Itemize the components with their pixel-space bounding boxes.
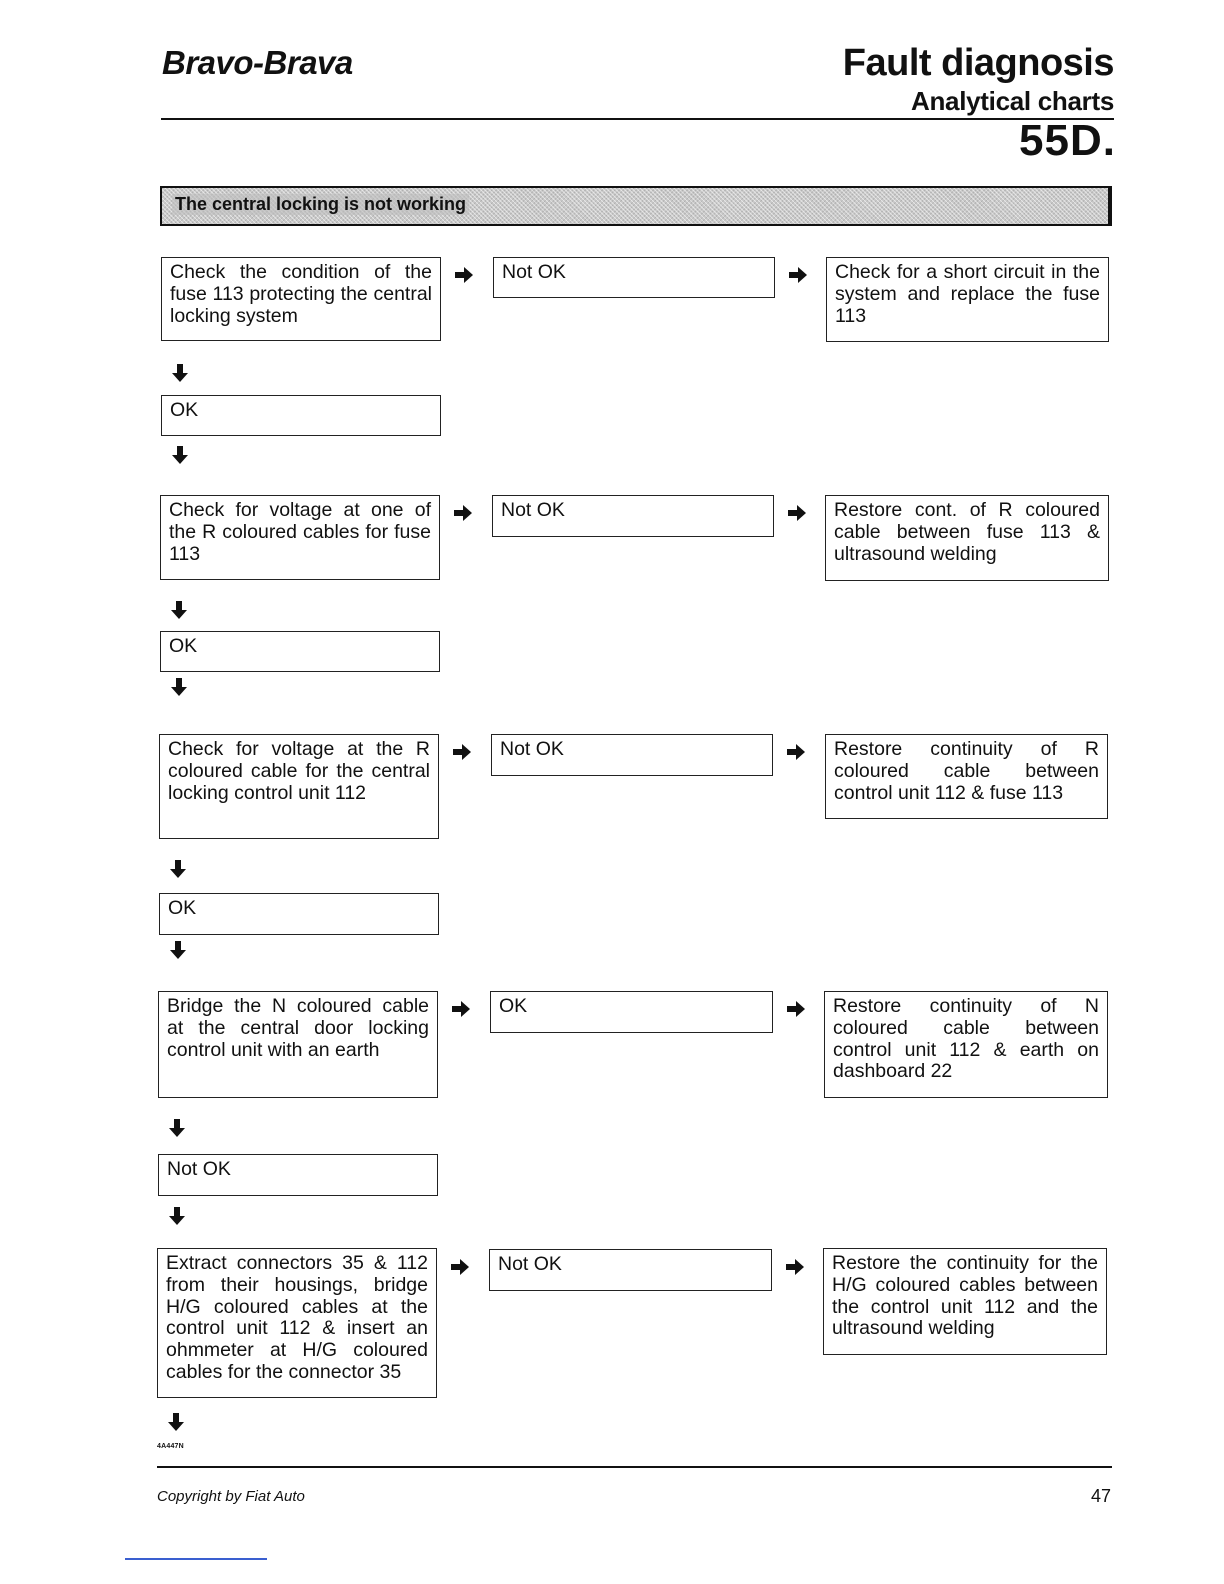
arrow-right-icon (453, 264, 475, 286)
arrow-down-icon (168, 676, 190, 698)
result-box-3: Not OK (491, 734, 773, 776)
action-box-1: Check for a short circuit in the system and replace the fuse 113 (826, 257, 1109, 342)
result-box-5: Not OK (489, 1249, 772, 1291)
copyright: Copyright by Fiat Auto (157, 1488, 305, 1505)
arrow-right-icon (785, 998, 807, 1020)
result-box-4: OK (490, 991, 773, 1033)
arrow-down-icon (169, 444, 191, 466)
arrow-right-icon (785, 741, 807, 763)
arrow-right-icon (449, 1256, 471, 1278)
check-box-1: Check the condition of the fuse 113 protecting the central locking system (161, 257, 441, 341)
page-number: 47 (1090, 1486, 1111, 1506)
arrow-down-icon (167, 858, 189, 880)
page-title: Fault diagnosis (842, 42, 1114, 84)
section-code: 55D. (1019, 116, 1116, 165)
arrow-right-icon (451, 741, 473, 763)
header-divider (161, 118, 1114, 120)
arrow-down-icon (169, 362, 191, 384)
model-name: Bravo-Brava (162, 44, 353, 81)
action-box-2: Restore cont. of R coloured cable between fuse 113 & ultrasound welding (825, 495, 1109, 581)
action-box-4: Restore continuity of N coloured cable between control unit 112 & earth on dashboard 22 (824, 991, 1108, 1098)
check-box-2: Check for voltage at one of the R coloured cables for fuse 113 (160, 495, 440, 580)
ok-box-2: OK (160, 631, 440, 672)
arrow-right-icon (784, 1256, 806, 1278)
arrow-right-icon (786, 502, 808, 524)
page-subtitle: Analytical charts (911, 86, 1114, 116)
arrow-down-icon (166, 1117, 188, 1139)
arrow-down-icon (168, 599, 190, 621)
action-box-3: Restore continuity of R coloured cable between control unit 112 & fuse 113 (825, 734, 1108, 819)
arrow-down-icon (166, 1205, 188, 1227)
reference-code: 4A447N (157, 1443, 184, 1450)
arrow-down-icon (165, 1411, 187, 1433)
arrow-right-icon (450, 998, 472, 1020)
result-box-1: Not OK (493, 257, 775, 298)
ok-box-3: OK (159, 893, 439, 935)
check-box-3: Check for voltage at the R coloured cable for the central locking control unit 112 (159, 734, 439, 839)
check-box-5: Extract connectors 35 & 112 from their housings, bridge H/G coloured cables at the control unit 112 & insert an ohmmeter at H/G coloured cables for the connector 35 (157, 1248, 437, 1398)
result-box-2: Not OK (492, 495, 774, 537)
fault-banner-text: The central locking is not working (172, 194, 469, 215)
arrow-right-icon (787, 264, 809, 286)
page-edge-mark (125, 1558, 267, 1560)
action-box-5: Restore the continuity for the H/G coloured cables between the control unit 112 and the ultrasound welding (823, 1248, 1107, 1355)
fault-banner (160, 186, 1112, 226)
ok-box-4: Not OK (158, 1154, 438, 1196)
footer-divider (157, 1466, 1112, 1468)
arrow-down-icon (167, 939, 189, 961)
check-box-4: Bridge the N coloured cable at the central door locking control unit with an earth (158, 991, 438, 1098)
arrow-right-icon (452, 502, 474, 524)
ok-box-1: OK (161, 395, 441, 436)
